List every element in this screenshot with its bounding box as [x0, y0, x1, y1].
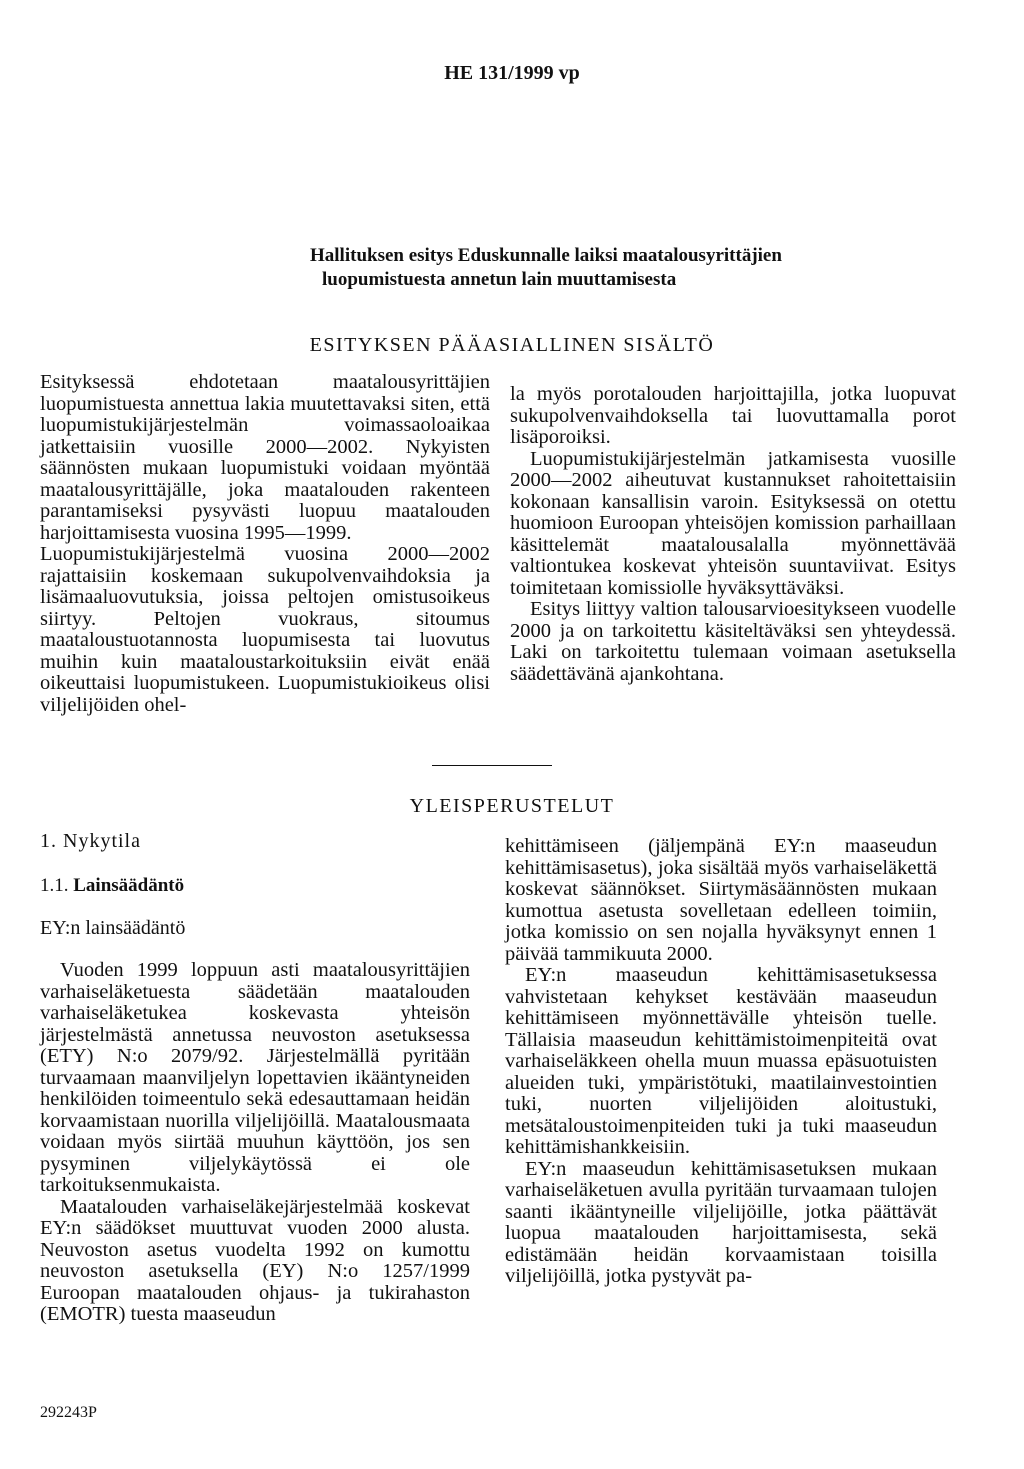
section-title: Lainsäädäntö — [73, 875, 185, 896]
body-paragraph: EY:n maaseudun kehittämisasetuksen mukaan varhaiseläketuen avulla pyritään turvaamaan tulojen saanti ikääntyneille viljelijöille, jotka päättävät luopua maatalouden harjoittamisesta, sekä edistämään heidän korvaamistaan toisilla viljelijöillä, jotka pystyvät pa- — [505, 1157, 937, 1287]
body-paragraph: Maatalouden varhaiseläkejärjestelmää koskevat EY:n säädökset muuttuvat vuoden 2000 alusta. Neuvoston asetus vuodelta 1992 on kumottu neuvoston asetuksella (EY) N:o 1257/1999 Euroopan maatalouden ohjaus- ja tukirahaston (EMOTR) tuesta maaseudun — [40, 1195, 470, 1325]
document-id: HE 131/1999 vp — [444, 62, 580, 84]
summary-left-column — [40, 372, 490, 716]
body-paragraph: kehittämiseen (jäljempänä EY:n maaseudun kehittämisasetus), joka sisältää myös varhaiseläkettä koskevat säännökset. Siirtymäsäännösten mukaan kumottua asetusta sovelletaan edelleen toimiin, jotka komissio on sen nojalla hyväksynyt ennen 1 päivää tammikuuta 2000. — [505, 835, 937, 965]
summary-paragraph: Luopumistukijärjestelmän jatkamisesta vuosille 2000—2002 aiheutuvat kustannukset rahoitettaisiin kokonaan kansallisin varoin. Esityksessä on otettu huomioon Euroopan yhteisöjen komission parhaillaan käsittelemät maatalousalalla myönnettävää valtiontukea koskevat yhteisön suuntaviivat. Esitys toimitetaan komissiolle hyväksyttäväksi. — [510, 447, 956, 599]
general-left-column — [40, 960, 470, 1326]
body-paragraph: EY:n maaseudun kehittämisasetuksessa vahvistetaan kehykset kestävään maaseudun kehittämiseen myönnettävälle yhteisön tuelle. Tällaisia maaseudun kehittämistoimenpiteitä ovat varhaiseläkkeen ohella muun muassa epäsuotuisten alueiden tuki, ympäristötuki, maatilainvestointien tuki, nuorten viljelijöiden aloitustuki, metsätaloustoimenpiteiden tuki ja tuki maaseudun kehittämishankkeisiin. — [505, 964, 937, 1158]
general-right-column — [505, 836, 937, 1288]
body-paragraph: Vuoden 1999 loppuun asti maatalousyrittäjien varhaiseläketuesta säädetään maatalouden varhaiseläketukea koskevasta yhteisön järjestelmästä annetussa neuvoston asetuksessa (ETY) N:o 2079/92. Järjestelmällä pyritään turvaamaan maanviljelyn lopettavien ikääntyneiden henkilöiden toimeentulo sekä edesauttamaan heidän korvaamistaan nuorilla viljelijöillä. Maatalousmaata voidaan myös siirtää muuhun käyttöön, jos sen pysyminen viljelykäytössä ei ole tarkoituksenmukaista. — [40, 959, 470, 1196]
summary-paragraph: la myös porotalouden harjoittajilla, jotka luopuvat sukupolvenvaihdoksella tai luovuttamalla porot lisäporoiksi. — [510, 383, 956, 448]
general-heading: YLEISPERUSTELUT — [409, 795, 615, 817]
print-code: 292243P — [40, 1404, 97, 1421]
summary-right-column — [510, 384, 956, 685]
summary-heading: ESITYKSEN PÄÄASIALLINEN SISÄLTÖ — [309, 334, 715, 356]
subsection-heading: EY:n lainsäädäntö — [40, 917, 186, 939]
summary-paragraph: Luopumistukijärjestelmä vuosina 2000—2002 rajattaisiin koskemaan sukupolvenvaihdoksia ja lisämaaluovutuksia, joissa peltojen omistusoikeus siirtyy. Peltojen vuokraus, sitoumus maataloustuotannosta luopumisesta tai luovutus muihin kuin maataloustarkoituksiin eivät enää oikeuttaisi luopumistukeen. Luopumistukioikeus olisi viljelijöiden ohel- — [40, 543, 490, 716]
bill-title — [310, 244, 950, 292]
section-number: 1.1. — [40, 875, 69, 896]
separator-rule — [432, 765, 552, 766]
bill-title-line2: luopumistuesta annetun lain muuttamisesta — [322, 269, 677, 290]
bill-title-line1: Hallituksen esitys Eduskunnalle laiksi maatalousyrittäjien — [310, 245, 782, 266]
summary-paragraph: Esitys liittyy valtion talousarvioesitykseen vuodelle 2000 ja on tarkoitettu käsiteltäväksi sen yhteydessä. Laki on tarkoitettu tulemaan voimaan asetuksella säädettävänä ajankohtana. — [510, 598, 956, 685]
section-heading-1: 1. Nykytila — [40, 830, 141, 852]
section-heading-1-1 — [40, 875, 184, 897]
summary-paragraph: Esityksessä ehdotetaan maatalousyrittäjien luopumistuesta annettua lakia muutettavaksi siten, että luopumistukijärjestelmän voimassaoloaikaa jatkettaisiin vuosille 2000—2002. Nykyisten säännösten mukaan luopumistuki voidaan myöntää maatalousyrittäjälle, joka maatalouden rakenteen parantamiseksi pysyvästi luopuu maatalouden harjoittamisesta vuosina 1995—1999. — [40, 371, 490, 544]
